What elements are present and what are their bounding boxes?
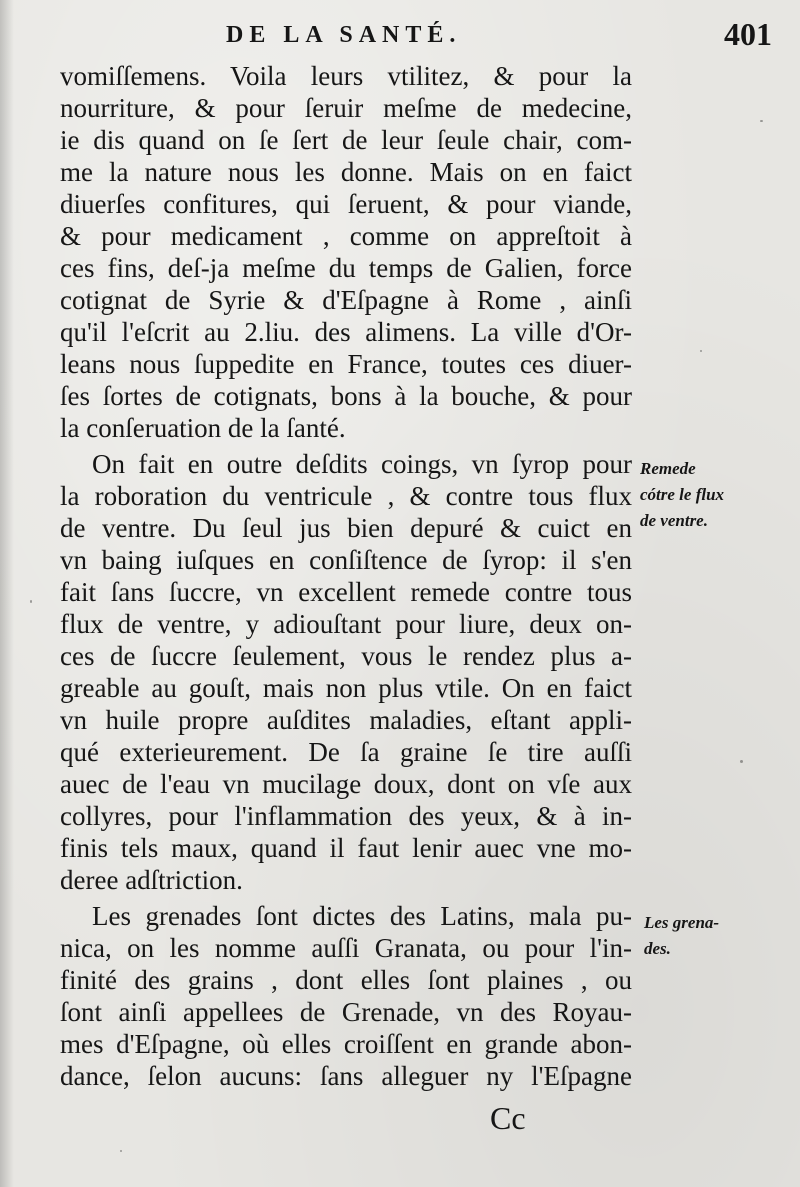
main-text-block [60,60,632,1092]
text-line: mes d'Eſpagne, où elles croiſſent en grande abon- [60,1029,632,1059]
paper-speck [120,1150,122,1152]
text-line: On fait en outre deſdits coings, vn ſyrop pour [92,449,632,479]
margin-note-remede [640,456,724,534]
paper-speck [740,760,743,763]
page-gutter-shadow [0,0,14,1187]
text-line: & pour medicament , comme on appreſtoit à [60,221,632,251]
text-line: flux de ventre, y adiouſtant pour liure, deux on- [60,609,632,639]
page-number: 401 [724,16,772,52]
text-line: me la nature nous les donne. Mais on en faict [60,157,632,187]
paragraph-1 [60,60,632,444]
text-line: finité des grains , dont elles ſont plaines , ou [60,965,632,995]
margin-note-line: de ventre. [640,511,708,530]
margin-note-grenades [644,910,719,962]
text-line: greable au gouſt, mais non plus vtile. On en faict [60,673,632,703]
paper-speck [30,600,32,603]
text-line: finis tels maux, quand il faut lenir auec vne mo- [60,833,632,863]
text-line: nourriture, & pour ſeruir meſme de medecine, [60,93,632,123]
text-line: auec de l'eau vn mucilage doux, dont on vſe aux [60,769,632,799]
paper-speck [760,120,763,122]
text-line: qué exterieurement. De ſa graine ſe tire auſſi [60,737,632,767]
text-line: ie dis quand on ſe ſert de leur ſeule chair, com- [60,125,632,155]
text-line: dance, ſelon aucuns: ſans alleguer ny l'Eſpagne [60,1061,632,1091]
text-line: vomiſſemens. Voila leurs vtilitez, & pour la [60,61,632,91]
margin-note-line: des. [644,939,671,958]
paragraph-3 [60,900,632,1092]
text-line: fait ſans ſuccre, vn excellent remede contre tous [60,577,632,607]
text-line: vn baing iuſques en conſiſtence de ſyrop: il s'en [60,545,632,575]
margin-note-line: Les grena- [644,913,720,932]
text-line: diuerſes confitures, qui ſeruent, & pour viande, [60,189,632,219]
margin-note-line: Remede [640,459,696,478]
text-line: vn huile propre auſdites maladies, eſtant appli- [60,705,632,735]
text-line: la roboration du ventricule , & contre tous flux [60,481,632,511]
text-line: leans nous ſuppedite en France, toutes ces diuer- [60,349,632,379]
text-line: qu'il l'eſcrit au 2.liu. des alimens. La ville d'Or- [60,317,632,347]
text-line: Les grenades ſont dictes des Latins, mala pu- [92,901,632,931]
text-line: ſes ſortes de cotignats, bons à la bouche, & pour [60,381,632,411]
text-line: cotignat de Syrie & d'Eſpagne à Rome , ainſi [60,285,632,315]
paper-speck [700,350,702,352]
text-line: la conſeruation de la ſanté. [60,413,346,443]
text-line: collyres, pour l'inflammation des yeux, & à in- [60,801,632,831]
catchword: Cc [490,1100,526,1136]
text-line: deree adſtriction. [60,865,243,895]
margin-note-line: cótre le flux [640,485,725,504]
running-title: DE LA SANTÉ. [226,22,462,48]
text-line: de ventre. Du ſeul jus bien depuré & cuict en [60,513,632,543]
text-line: ces fins, deſ-ja meſme du temps de Galien, force [60,253,632,283]
paragraph-2 [60,448,632,896]
text-line: ces de ſuccre ſeulement, vous le rendez plus a- [60,641,632,671]
text-line: ſont ainſi appellees de Grenade, vn des Royau- [60,997,632,1027]
text-line: nica, on les nomme auſſi Granata, ou pour l'in- [60,933,632,963]
